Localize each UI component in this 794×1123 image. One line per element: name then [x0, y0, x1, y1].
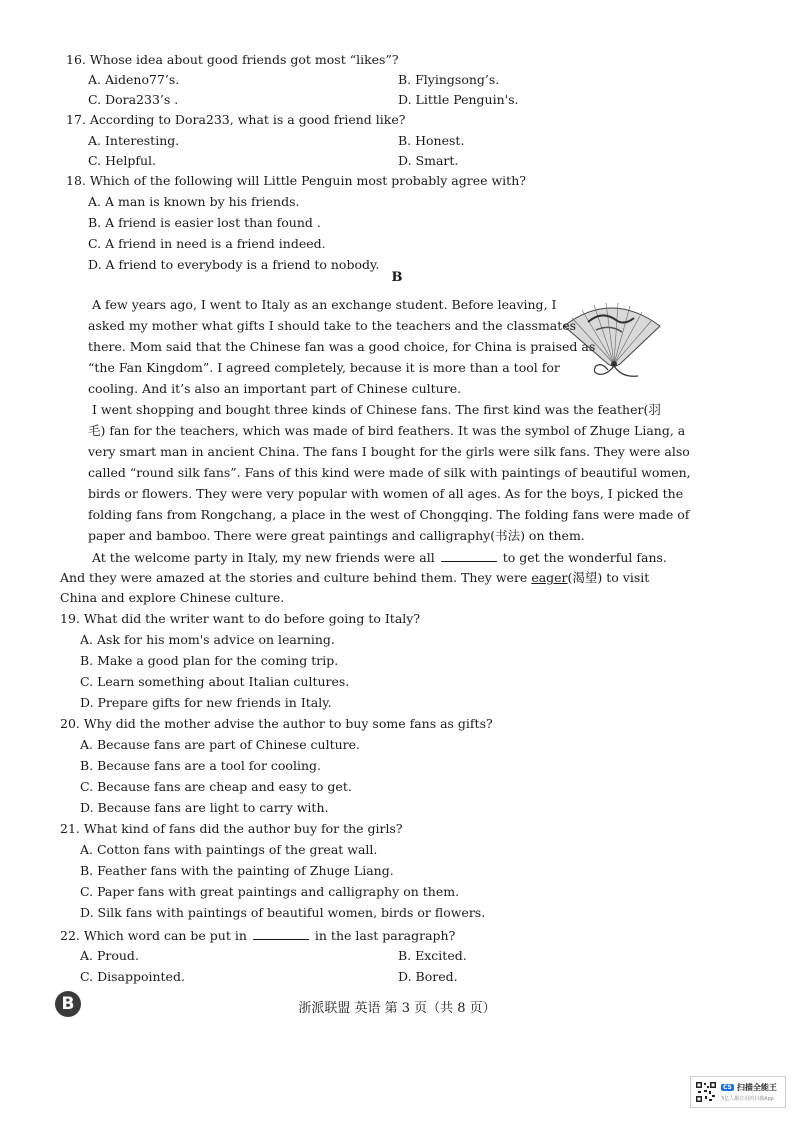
question-16-stem: 16. Whose idea about good friends got most “likes”?	[66, 52, 399, 67]
passage-p2-line-1: I went shopping and bought three kinds of Chinese fans. The first kind was the feather(羽	[92, 402, 661, 417]
q19-option-b: B. Make a good plan for the coming trip.	[80, 653, 339, 668]
q18-option-d: D. A friend to everybody is a friend to nobody.	[88, 257, 380, 272]
q16-option-b: B. Flyingsong’s.	[398, 72, 500, 87]
q18-option-c: C. A friend in need is a friend indeed.	[88, 236, 326, 251]
question-19-stem: 19. What did the writer want to do before going to Italy?	[60, 611, 421, 626]
q19-option-a: A. Ask for his mom's advice on learning.	[80, 632, 335, 647]
q22-stem-text-b: in the last paragraph?	[314, 928, 456, 943]
question-20-stem: 20. Why did the mother advise the author to buy some fans as gifts?	[60, 716, 493, 731]
q19-option-d: D. Prepare gifts for new friends in Italy.	[80, 695, 332, 710]
passage-p1-line-3: there. Mom said that the Chinese fan was a good choice, for China is praised as	[88, 339, 596, 354]
question-17-stem: 17. According to Dora233, what is a good friend like?	[66, 112, 406, 127]
passage-p1-line-5: cooling. And it’s also an important part of Chinese culture.	[88, 381, 462, 396]
passage-p2-line-2: 毛) fan for the teachers, which was made of bird feathers. It was the symbol of Zhuge Liang, a	[88, 423, 686, 438]
camscanner-logo: CS	[723, 1084, 732, 1091]
q20-option-d: D. Because fans are light to carry with.	[80, 800, 329, 815]
q22-option-a: A. Proud.	[80, 948, 139, 963]
q17-option-a: A. Interesting.	[88, 133, 180, 148]
passage-p3-line-3: China and explore Chinese culture.	[60, 590, 285, 605]
passage-p3-line2-text-b: (渴望) to visit	[567, 570, 650, 585]
passage-p2-line-4: called “round silk fans”. Fans of this kind were made of silk with paintings of beautiful women,	[88, 465, 691, 480]
q20-option-b: B. Because fans are a tool for cooling.	[80, 758, 321, 773]
passage-p1-line-2: asked my mother what gifts I should take to the teachers and the classmates	[88, 318, 577, 333]
passage-p2-line-5: birds or flowers. They were very popular with women of all ages. As for the boys, I picked the	[88, 486, 684, 501]
question-21-stem: 21. What kind of fans did the author buy for the girls?	[60, 821, 403, 836]
qr-code-icon	[695, 1081, 717, 1103]
q18-option-a: A. A man is known by his friends.	[88, 194, 300, 209]
q21-option-b: B. Feather fans with the painting of Zhuge Liang.	[80, 863, 394, 878]
q20-option-c: C. Because fans are cheap and easy to get.	[80, 779, 352, 794]
q19-option-c: C. Learn something about Italian cultures.	[80, 674, 350, 689]
q17-option-b: B. Honest.	[398, 133, 465, 148]
q22-option-d: D. Bored.	[398, 969, 458, 984]
question-22-stem	[60, 927, 455, 944]
q16-option-c: C. Dora233’s .	[88, 92, 179, 107]
passage-p3-line-2	[60, 570, 649, 586]
answer-blank	[441, 549, 497, 562]
passage-p3-text-b: to get the wonderful fans.	[502, 550, 667, 565]
passage-p2-line-6: folding fans from Rongchang, a place in the west of Chongqing. The folding fans were made of	[88, 507, 690, 522]
q22-option-c: C. Disappointed.	[80, 969, 185, 984]
passage-p2-line-3: very smart man in ancient China. The fans I bought for the girls were silk fans. They were also	[88, 444, 690, 459]
q17-option-d: D. Smart.	[398, 153, 459, 168]
q16-option-d: D. Little Penguin's.	[398, 92, 519, 107]
q20-option-a: A. Because fans are part of Chinese culture.	[80, 737, 361, 752]
word-eager: eager	[531, 570, 568, 585]
q21-option-c: C. Paper fans with great paintings and calligraphy on them.	[80, 884, 460, 899]
q21-option-d: D. Silk fans with paintings of beautiful women, birds or flowers.	[80, 905, 486, 920]
passage-p1-line-4: “the Fan Kingdom”. I agreed completely, because it is more than a tool for	[88, 360, 560, 375]
q18-option-b: B. A friend is easier lost than found .	[88, 215, 321, 230]
q16-option-a: A. Aideno77’s.	[88, 72, 180, 87]
q22-answer-blank	[253, 927, 309, 940]
passage-p1-line-1: A few years ago, I went to Italy as an exchange student. Before leaving, I	[92, 297, 557, 312]
scanner-title: 扫描全能王	[736, 1083, 777, 1092]
q17-option-c: C. Helpful.	[88, 153, 157, 168]
scanner-watermark	[690, 1076, 786, 1108]
passage-p3-text-a: At the welcome party in Italy, my new friends were all	[92, 550, 435, 565]
passage-p3-line2-text-a: And they were amazed at the stories and culture behind them. They were	[60, 570, 528, 585]
passage-p2-line-7: paper and bamboo. There were great paintings and calligraphy(书法) on them.	[88, 528, 585, 543]
question-18-stem: 18. Which of the following will Little Penguin most probably agree with?	[66, 173, 526, 188]
scanner-subtitle: 3亿人都在用的扫描App	[721, 1096, 774, 1102]
q22-option-b: B. Excited.	[398, 948, 467, 963]
passage-p3-line-1	[92, 549, 667, 566]
q21-option-a: A. Cotton fans with paintings of the great wall.	[80, 842, 378, 857]
section-title: B	[391, 270, 403, 285]
paper-version-logo: B	[55, 991, 81, 1017]
q22-stem-text-a: 22. Which word can be put in	[60, 928, 247, 943]
page-footer: 浙派联盟 英语 第 3 页（共 8 页）	[298, 1001, 496, 1016]
